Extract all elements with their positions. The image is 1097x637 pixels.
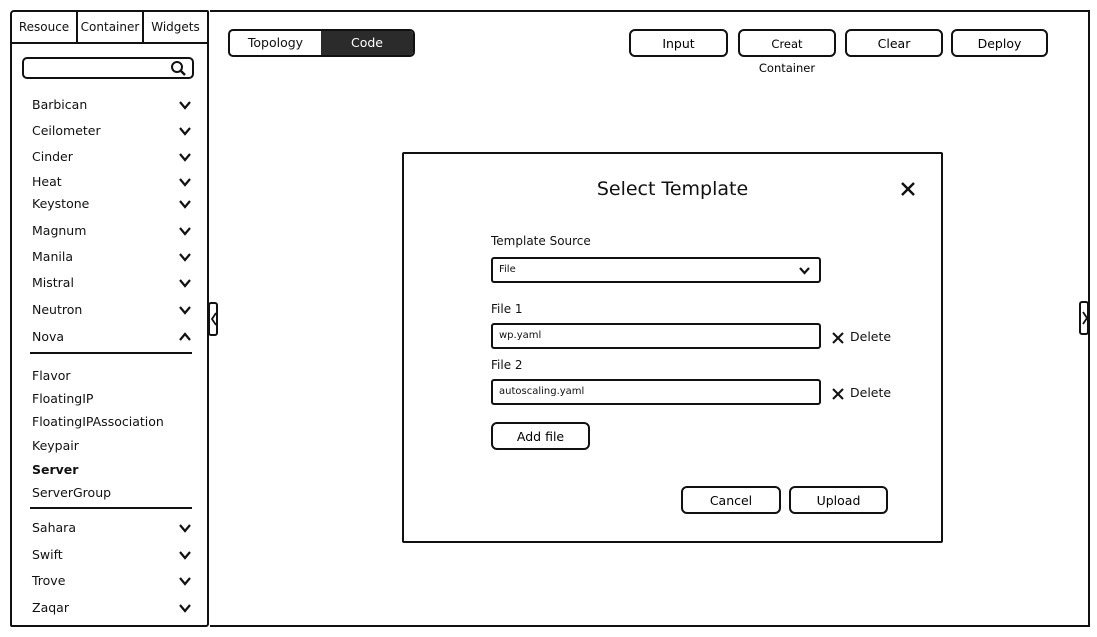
sidebar-item-label: Swift: [32, 547, 63, 562]
delete-file1-button[interactable]: [832, 328, 891, 346]
chevron-down-icon: [178, 521, 192, 535]
sidebar-item-label: Nova: [32, 329, 65, 344]
sidebar-item-label: Sahara: [32, 520, 76, 535]
sidebar-item-nova[interactable]: [32, 326, 202, 348]
sidebar-item-zaqar[interactable]: [32, 597, 202, 619]
nova-item-flavor[interactable]: Flavor: [32, 368, 71, 383]
sidebar-item-sahara[interactable]: [32, 517, 202, 539]
chevron-right-icon: [1081, 303, 1089, 333]
chevron-down-icon: [178, 548, 192, 562]
collapse-left-handle[interactable]: [208, 302, 218, 336]
view-toggle: [228, 29, 415, 57]
nova-item-floatingip-association[interactable]: FloatingIPAssociation: [32, 414, 164, 429]
dialog-title: Select Template: [596, 178, 749, 200]
cancel-button[interactable]: Cancel: [681, 486, 781, 514]
divider: [30, 507, 192, 509]
chevron-down-icon: [178, 197, 192, 211]
expand-right-handle[interactable]: [1079, 301, 1089, 335]
sidebar-item-barbican[interactable]: [32, 94, 202, 116]
template-source-value: File: [499, 264, 516, 275]
deploy-button[interactable]: Deploy: [951, 29, 1048, 57]
file2-label: File 2: [491, 358, 523, 372]
sidebar-item-label: Neutron: [32, 302, 83, 317]
file1-value: wp.yaml: [499, 330, 542, 341]
close-icon: [832, 388, 844, 400]
tab-code[interactable]: Code: [321, 31, 413, 55]
delete-file2-button[interactable]: [832, 384, 891, 402]
chevron-left-icon: [210, 304, 218, 334]
clear-button[interactable]: Clear: [845, 29, 943, 57]
sidebar-item-label: Trove: [32, 573, 66, 588]
input-button[interactable]: Input: [629, 29, 728, 57]
add-file-button[interactable]: Add file: [491, 422, 590, 450]
create-container-button[interactable]: Creat Container: [738, 29, 836, 57]
sidebar-item-label: Zaqar: [32, 600, 69, 615]
chevron-down-icon: [178, 250, 192, 264]
sidebar-item-label: Cinder: [32, 149, 73, 164]
chevron-down-icon: [178, 124, 192, 138]
chevron-down-icon: [178, 574, 192, 588]
chevron-down-icon: [178, 175, 192, 189]
upload-button[interactable]: Upload: [789, 486, 888, 514]
chevron-down-icon: [178, 224, 192, 238]
sidebar-tabs: [12, 12, 207, 44]
file1-label: File 1: [491, 302, 523, 316]
divider: [30, 352, 192, 354]
sidebar-item-neutron[interactable]: [32, 299, 202, 321]
sidebar-item-swift[interactable]: [32, 544, 202, 566]
search-icon[interactable]: [170, 60, 188, 78]
nova-item-server[interactable]: Server: [32, 462, 79, 477]
sidebar-item-label: Keystone: [32, 196, 90, 211]
chevron-down-icon: [178, 98, 192, 112]
file2-input[interactable]: [491, 379, 821, 405]
sidebar-item-label: Mistral: [32, 275, 74, 290]
sidebar-item-magnum[interactable]: [32, 220, 202, 242]
chevron-down-icon: [178, 303, 192, 317]
sidebar-item-cinder[interactable]: [32, 146, 202, 168]
select-template-dialog: [402, 152, 943, 543]
resource-sidebar: [10, 10, 209, 627]
template-source-label: Template Source: [491, 234, 591, 248]
file1-input[interactable]: [491, 323, 821, 349]
tab-container[interactable]: Container: [76, 12, 142, 42]
sidebar-item-label: Barbican: [32, 97, 88, 112]
sidebar-item-trove[interactable]: [32, 570, 202, 592]
tab-topology[interactable]: Topology: [247, 35, 304, 50]
delete-label: Delete: [850, 385, 892, 400]
delete-label: Delete: [850, 329, 892, 344]
sidebar-item-manila[interactable]: [32, 246, 202, 268]
tab-widgets[interactable]: Widgets: [142, 12, 207, 42]
sidebar-item-label: Manila: [32, 249, 73, 264]
chevron-down-icon: [178, 150, 192, 164]
sidebar-item-keystone[interactable]: [32, 193, 202, 215]
close-icon: [832, 332, 844, 344]
tab-resource[interactable]: Resouce: [18, 20, 70, 34]
sidebar-item-heat[interactable]: [32, 171, 202, 193]
sidebar-item-ceilometer[interactable]: [32, 120, 202, 142]
sidebar-item-mistral[interactable]: [32, 272, 202, 294]
chevron-down-icon: [178, 601, 192, 615]
close-icon[interactable]: [901, 182, 915, 196]
sidebar-item-label: Heat: [32, 174, 62, 189]
search-input[interactable]: [22, 57, 194, 79]
template-source-select[interactable]: [491, 257, 821, 283]
chevron-up-icon: [178, 330, 192, 344]
nova-item-floatingip[interactable]: FloatingIP: [32, 391, 94, 406]
chevron-down-icon: [178, 276, 192, 290]
sidebar-item-label: Magnum: [32, 223, 87, 238]
file2-value: autoscaling.yaml: [499, 386, 585, 397]
nova-item-keypair[interactable]: Keypair: [32, 438, 79, 453]
nova-item-servergroup[interactable]: ServerGroup: [32, 485, 112, 500]
sidebar-item-label: Ceilometer: [32, 123, 101, 138]
chevron-down-icon: [798, 264, 811, 277]
